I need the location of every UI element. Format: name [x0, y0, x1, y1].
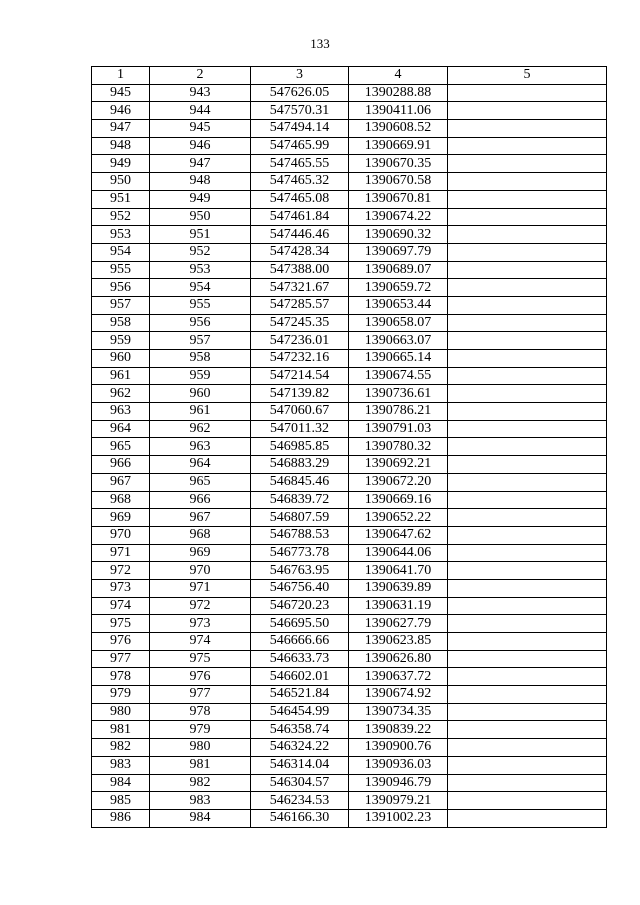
table-cell-col-4: 1390692.21: [349, 456, 448, 474]
table-cell-col-2: 984: [150, 809, 251, 827]
table-cell-col-2: 950: [150, 208, 251, 226]
table-cell-col-2: 960: [150, 385, 251, 403]
table-cell-col-1: 951: [92, 190, 150, 208]
table-cell-col-2: 947: [150, 155, 251, 173]
table-cell-col-3: 547465.08: [251, 190, 349, 208]
table-cell-col-1: 970: [92, 526, 150, 544]
table-cell-col-5: [448, 615, 607, 633]
table-cell-col-3: 546807.59: [251, 509, 349, 527]
header-col-3: 3: [251, 67, 349, 85]
table-cell-col-2: 965: [150, 473, 251, 491]
table-cell-col-1: 985: [92, 792, 150, 810]
table-cell-col-1: 974: [92, 597, 150, 615]
table-cell-col-5: [448, 633, 607, 651]
table-cell-col-4: 1390791.03: [349, 420, 448, 438]
table-row: [92, 173, 607, 191]
table-row: [92, 633, 607, 651]
table-cell-col-2: 973: [150, 615, 251, 633]
table-cell-col-3: 547461.84: [251, 208, 349, 226]
table-row: [92, 809, 607, 827]
table-cell-col-1: 973: [92, 579, 150, 597]
table-cell-col-5: [448, 438, 607, 456]
table-cell-col-4: 1390623.85: [349, 633, 448, 651]
table-cell-col-5: [448, 739, 607, 757]
table-cell-col-2: 956: [150, 314, 251, 332]
table-cell-col-5: [448, 774, 607, 792]
table-cell-col-1: 946: [92, 102, 150, 120]
table-cell-col-5: [448, 491, 607, 509]
table-cell-col-4: 1390979.21: [349, 792, 448, 810]
table-cell-col-1: 980: [92, 703, 150, 721]
table-cell-col-3: 546839.72: [251, 491, 349, 509]
table-cell-col-4: 1390689.07: [349, 261, 448, 279]
table-cell-col-1: 967: [92, 473, 150, 491]
table-row: [92, 420, 607, 438]
table-cell-col-1: 960: [92, 350, 150, 368]
table-cell-col-4: 1391002.23: [349, 809, 448, 827]
table-row: [92, 385, 607, 403]
table-cell-col-4: 1390736.61: [349, 385, 448, 403]
table-cell-col-5: [448, 756, 607, 774]
table-cell-col-1: 983: [92, 756, 150, 774]
table-cell-col-1: 963: [92, 403, 150, 421]
table-cell-col-1: 972: [92, 562, 150, 580]
table-cell-col-1: 962: [92, 385, 150, 403]
table-cell-col-5: [448, 792, 607, 810]
table-body: [92, 84, 607, 827]
table-cell-col-5: [448, 279, 607, 297]
table-row: [92, 579, 607, 597]
table-cell-col-1: 954: [92, 243, 150, 261]
table-cell-col-1: 961: [92, 367, 150, 385]
table-cell-col-5: [448, 721, 607, 739]
table-cell-col-2: 982: [150, 774, 251, 792]
table-cell-col-5: [448, 686, 607, 704]
table-cell-col-2: 961: [150, 403, 251, 421]
table-cell-col-2: 971: [150, 579, 251, 597]
table-cell-col-1: 958: [92, 314, 150, 332]
table-cell-col-1: 953: [92, 226, 150, 244]
table-cell-col-1: 969: [92, 509, 150, 527]
table-header-row: [92, 67, 607, 85]
table-cell-col-2: 946: [150, 137, 251, 155]
table-row: [92, 367, 607, 385]
table-row: [92, 208, 607, 226]
table-cell-col-1: 959: [92, 332, 150, 350]
table-cell-col-3: 547060.67: [251, 403, 349, 421]
table-cell-col-3: 547626.05: [251, 84, 349, 102]
table-cell-col-4: 1390411.06: [349, 102, 448, 120]
table-cell-col-3: 547214.54: [251, 367, 349, 385]
table-cell-col-2: 980: [150, 739, 251, 757]
table-row: [92, 243, 607, 261]
table-cell-col-5: [448, 650, 607, 668]
table-row: [92, 615, 607, 633]
table-cell-col-5: [448, 243, 607, 261]
table-cell-col-3: 547446.46: [251, 226, 349, 244]
table-cell-col-2: 953: [150, 261, 251, 279]
table-row: [92, 102, 607, 120]
table-cell-col-2: 968: [150, 526, 251, 544]
table-cell-col-2: 975: [150, 650, 251, 668]
table-row: [92, 597, 607, 615]
table-cell-col-3: 546695.50: [251, 615, 349, 633]
table-cell-col-4: 1390659.72: [349, 279, 448, 297]
table-cell-col-3: 546602.01: [251, 668, 349, 686]
table-cell-col-3: 546756.40: [251, 579, 349, 597]
table-cell-col-1: 952: [92, 208, 150, 226]
table-cell-col-2: 963: [150, 438, 251, 456]
table-cell-col-2: 969: [150, 544, 251, 562]
table-cell-col-4: 1390669.91: [349, 137, 448, 155]
table-cell-col-2: 977: [150, 686, 251, 704]
table-cell-col-4: 1390658.07: [349, 314, 448, 332]
table-cell-col-2: 944: [150, 102, 251, 120]
table-row: [92, 739, 607, 757]
table-cell-col-2: 959: [150, 367, 251, 385]
table-cell-col-4: 1390665.14: [349, 350, 448, 368]
table-cell-col-3: 547465.99: [251, 137, 349, 155]
table-cell-col-3: 547236.01: [251, 332, 349, 350]
table-cell-col-5: [448, 332, 607, 350]
table-cell-col-5: [448, 350, 607, 368]
table-cell-col-1: 965: [92, 438, 150, 456]
table-cell-col-3: 547570.31: [251, 102, 349, 120]
table-cell-col-5: [448, 456, 607, 474]
table-row: [92, 562, 607, 580]
table-cell-col-5: [448, 509, 607, 527]
table-row: [92, 473, 607, 491]
table-cell-col-3: 547321.67: [251, 279, 349, 297]
table-cell-col-3: 546720.23: [251, 597, 349, 615]
table-cell-col-3: 546304.57: [251, 774, 349, 792]
header-col-5: 5: [448, 67, 607, 85]
table-row: [92, 226, 607, 244]
table-cell-col-4: 1390670.81: [349, 190, 448, 208]
table-cell-col-1: 955: [92, 261, 150, 279]
table-cell-col-4: 1390946.79: [349, 774, 448, 792]
table-cell-col-4: 1390644.06: [349, 544, 448, 562]
table-cell-col-5: [448, 597, 607, 615]
table-cell-col-5: [448, 314, 607, 332]
table-row: [92, 332, 607, 350]
table-cell-col-3: 546845.46: [251, 473, 349, 491]
table-cell-col-3: 546324.22: [251, 739, 349, 757]
table-cell-col-4: 1390647.62: [349, 526, 448, 544]
table-cell-col-1: 966: [92, 456, 150, 474]
table-cell-col-1: 986: [92, 809, 150, 827]
table-row: [92, 703, 607, 721]
table-cell-col-5: [448, 562, 607, 580]
table-cell-col-4: 1390637.72: [349, 668, 448, 686]
table-cell-col-5: [448, 155, 607, 173]
table-cell-col-3: 547139.82: [251, 385, 349, 403]
table-cell-col-5: [448, 208, 607, 226]
table-cell-col-1: 968: [92, 491, 150, 509]
table-cell-col-3: 547011.32: [251, 420, 349, 438]
table-cell-col-3: 547494.14: [251, 120, 349, 138]
table-cell-col-3: 547465.32: [251, 173, 349, 191]
table-cell-col-2: 954: [150, 279, 251, 297]
table-cell-col-3: 546788.53: [251, 526, 349, 544]
table-cell-col-4: 1390900.76: [349, 739, 448, 757]
table-row: [92, 491, 607, 509]
table-cell-col-2: 983: [150, 792, 251, 810]
table-cell-col-1: 975: [92, 615, 150, 633]
table-cell-col-3: 546166.30: [251, 809, 349, 827]
table-cell-col-2: 964: [150, 456, 251, 474]
table-cell-col-3: 546314.04: [251, 756, 349, 774]
table-cell-col-1: 964: [92, 420, 150, 438]
table-row: [92, 668, 607, 686]
table-cell-col-2: 951: [150, 226, 251, 244]
table-cell-col-2: 981: [150, 756, 251, 774]
table-cell-col-5: [448, 579, 607, 597]
table-row: [92, 544, 607, 562]
table-cell-col-3: 546666.66: [251, 633, 349, 651]
table-cell-col-4: 1390641.70: [349, 562, 448, 580]
table-cell-col-2: 962: [150, 420, 251, 438]
table-cell-col-5: [448, 420, 607, 438]
table-cell-col-5: [448, 367, 607, 385]
table-row: [92, 526, 607, 544]
table-cell-col-5: [448, 137, 607, 155]
table-cell-col-5: [448, 102, 607, 120]
table-cell-col-3: 546773.78: [251, 544, 349, 562]
table-cell-col-4: 1390627.79: [349, 615, 448, 633]
table-cell-col-1: 945: [92, 84, 150, 102]
table-cell-col-5: [448, 296, 607, 314]
table-cell-col-4: 1390288.88: [349, 84, 448, 102]
table-cell-col-1: 947: [92, 120, 150, 138]
table-cell-col-4: 1390786.21: [349, 403, 448, 421]
table-cell-col-3: 546633.73: [251, 650, 349, 668]
table-cell-col-4: 1390652.22: [349, 509, 448, 527]
table-cell-col-4: 1390674.55: [349, 367, 448, 385]
table-row: [92, 350, 607, 368]
table-cell-col-5: [448, 84, 607, 102]
table-cell-col-2: 974: [150, 633, 251, 651]
table-cell-col-2: 943: [150, 84, 251, 102]
table-cell-col-2: 949: [150, 190, 251, 208]
table-cell-col-2: 952: [150, 243, 251, 261]
table-cell-col-4: 1390936.03: [349, 756, 448, 774]
table-cell-col-2: 967: [150, 509, 251, 527]
table-cell-col-2: 976: [150, 668, 251, 686]
table-cell-col-4: 1390697.79: [349, 243, 448, 261]
header-col-2: 2: [150, 67, 251, 85]
header-col-4: 4: [349, 67, 448, 85]
table-row: [92, 155, 607, 173]
table-cell-col-5: [448, 403, 607, 421]
table-cell-col-2: 970: [150, 562, 251, 580]
table-cell-col-5: [448, 544, 607, 562]
table-cell-col-4: 1390639.89: [349, 579, 448, 597]
table-row: [92, 403, 607, 421]
table-cell-col-1: 957: [92, 296, 150, 314]
table-cell-col-1: 979: [92, 686, 150, 704]
table-cell-col-1: 984: [92, 774, 150, 792]
table-row: [92, 314, 607, 332]
table-cell-col-2: 948: [150, 173, 251, 191]
table-row: [92, 137, 607, 155]
table-row: [92, 756, 607, 774]
table-cell-col-1: 956: [92, 279, 150, 297]
table-cell-col-3: 546454.99: [251, 703, 349, 721]
table-cell-col-5: [448, 668, 607, 686]
table-cell-col-3: 547428.34: [251, 243, 349, 261]
table-cell-col-3: 546763.95: [251, 562, 349, 580]
table-cell-col-2: 955: [150, 296, 251, 314]
table-cell-col-5: [448, 809, 607, 827]
table-cell-col-4: 1390626.80: [349, 650, 448, 668]
table-cell-col-1: 978: [92, 668, 150, 686]
table-cell-col-1: 982: [92, 739, 150, 757]
table-cell-col-3: 546521.84: [251, 686, 349, 704]
table-cell-col-4: 1390690.32: [349, 226, 448, 244]
table-cell-col-4: 1390669.16: [349, 491, 448, 509]
table-cell-col-5: [448, 190, 607, 208]
table-cell-col-2: 958: [150, 350, 251, 368]
table-cell-col-4: 1390672.20: [349, 473, 448, 491]
table-row: [92, 721, 607, 739]
table-cell-col-2: 957: [150, 332, 251, 350]
table-cell-col-4: 1390663.07: [349, 332, 448, 350]
table-cell-col-5: [448, 173, 607, 191]
table-row: [92, 279, 607, 297]
table-cell-col-5: [448, 261, 607, 279]
table-cell-col-4: 1390608.52: [349, 120, 448, 138]
table-row: [92, 190, 607, 208]
table-cell-col-5: [448, 526, 607, 544]
table-cell-col-3: 547388.00: [251, 261, 349, 279]
table-cell-col-3: 546358.74: [251, 721, 349, 739]
table-cell-col-3: 546234.53: [251, 792, 349, 810]
table-cell-col-4: 1390780.32: [349, 438, 448, 456]
table-cell-col-5: [448, 385, 607, 403]
table-cell-col-4: 1390631.19: [349, 597, 448, 615]
table-cell-col-3: 547285.57: [251, 296, 349, 314]
table-cell-col-5: [448, 120, 607, 138]
table-cell-col-2: 966: [150, 491, 251, 509]
table-cell-col-1: 977: [92, 650, 150, 668]
table-cell-col-5: [448, 703, 607, 721]
table-row: [92, 456, 607, 474]
table-cell-col-3: 547232.16: [251, 350, 349, 368]
table-cell-col-4: 1390839.22: [349, 721, 448, 739]
table-row: [92, 686, 607, 704]
table-row: [92, 774, 607, 792]
table-cell-col-1: 971: [92, 544, 150, 562]
table-cell-col-3: 546985.85: [251, 438, 349, 456]
table-cell-col-5: [448, 226, 607, 244]
table-row: [92, 509, 607, 527]
table-cell-col-4: 1390674.22: [349, 208, 448, 226]
table-row: [92, 792, 607, 810]
table-cell-col-2: 978: [150, 703, 251, 721]
table-row: [92, 120, 607, 138]
table-cell-col-1: 949: [92, 155, 150, 173]
table-cell-col-2: 972: [150, 597, 251, 615]
table-cell-col-5: [448, 473, 607, 491]
table-row: [92, 296, 607, 314]
table-row: [92, 84, 607, 102]
table-cell-col-4: 1390734.35: [349, 703, 448, 721]
coordinates-table: [91, 66, 607, 828]
table-cell-col-4: 1390653.44: [349, 296, 448, 314]
table-cell-col-3: 546883.29: [251, 456, 349, 474]
table-row: [92, 650, 607, 668]
table-cell-col-2: 979: [150, 721, 251, 739]
table-cell-col-3: 547245.35: [251, 314, 349, 332]
header-col-1: 1: [92, 67, 150, 85]
table-cell-col-4: 1390670.58: [349, 173, 448, 191]
table-cell-col-4: 1390670.35: [349, 155, 448, 173]
table-cell-col-2: 945: [150, 120, 251, 138]
table-cell-col-4: 1390674.92: [349, 686, 448, 704]
table-row: [92, 438, 607, 456]
table-cell-col-1: 976: [92, 633, 150, 651]
table-row: [92, 261, 607, 279]
table-cell-col-3: 547465.55: [251, 155, 349, 173]
page-number: 133: [310, 36, 330, 51]
table-cell-col-1: 981: [92, 721, 150, 739]
table-cell-col-1: 948: [92, 137, 150, 155]
table-cell-col-1: 950: [92, 173, 150, 191]
